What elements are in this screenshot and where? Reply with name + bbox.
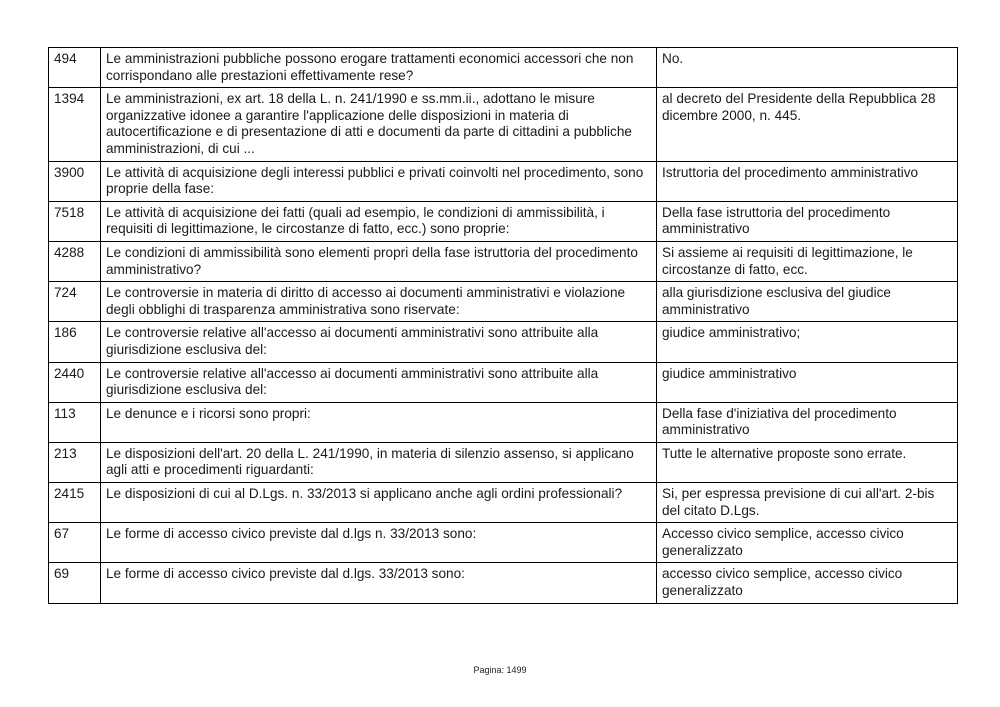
question-id: 3900 [49,161,101,201]
question-text: Le condizioni di ammissibilità sono elementi propri della fase istruttoria del procedimento amministrativo? [101,241,657,281]
table-row [49,241,958,281]
question-text: Le amministrazioni, ex art. 18 della L. n. 241/1990 e ss.mm.ii., adottano le misure organizzative idonee a garantire l'applicazione delle disposizioni in materia di autocertificazione e di presentazione di atti e documenti da parte di cittadini a pubbliche amministrazioni, di cui ... [101,88,657,161]
question-id: 113 [49,402,101,442]
question-text: Le forme di accesso civico previste dal d.lgs n. 33/2013 sono: [101,523,657,563]
table-row [49,48,958,88]
question-text: Le forme di accesso civico previste dal d.lgs. 33/2013 sono: [101,563,657,603]
table-row [49,523,958,563]
answer-text: No. [657,48,958,88]
question-id: 186 [49,322,101,362]
table-row [49,88,958,161]
answer-text: Si, per espressa previsione di cui all'art. 2-bis del citato D.Lgs. [657,483,958,523]
question-id: 213 [49,442,101,482]
answer-text: Accesso civico semplice, accesso civico generalizzato [657,523,958,563]
question-text: Le controversie relative all'accesso ai documenti amministrativi sono attribuite alla giurisdizione esclusiva del: [101,322,657,362]
table-row [49,362,958,402]
table-row [49,201,958,241]
question-text: Le denunce e i ricorsi sono propri: [101,402,657,442]
question-id: 2440 [49,362,101,402]
table-row [49,483,958,523]
question-id: 2415 [49,483,101,523]
table-row [49,442,958,482]
question-text: Le amministrazioni pubbliche possono erogare trattamenti economici accessori che non corrispondano alle prestazioni effettivamente rese? [101,48,657,88]
question-text: Le attività di acquisizione degli interessi pubblici e privati coinvolti nel procedimento, sono proprie della fase: [101,161,657,201]
table-row [49,563,958,603]
question-id: 67 [49,523,101,563]
question-id: 4288 [49,241,101,281]
table-row [49,161,958,201]
table-row [49,282,958,322]
question-text: Le disposizioni di cui al D.Lgs. n. 33/2013 si applicano anche agli ordini professionali? [101,483,657,523]
table-row [49,322,958,362]
question-id: 494 [49,48,101,88]
answer-text: Si assieme ai requisiti di legittimazione, le circostanze di fatto, ecc. [657,241,958,281]
answer-text: Istruttoria del procedimento amministrativo [657,161,958,201]
answer-text: al decreto del Presidente della Repubblica 28 dicembre 2000, n. 445. [657,88,958,161]
table-row [49,402,958,442]
question-id: 1394 [49,88,101,161]
answer-text: Della fase istruttoria del procedimento amministrativo [657,201,958,241]
page-number: Pagina: 1499 [473,665,527,675]
question-id: 7518 [49,201,101,241]
question-text: Le attività di acquisizione dei fatti (quali ad esempio, le condizioni di ammissibilità, i requisiti di legittimazione, le circostanze di fatto, ecc.) sono proprie: [101,201,657,241]
answer-text: Della fase d'iniziativa del procedimento amministrativo [657,402,958,442]
questions-table [48,47,958,604]
answer-text: alla giurisdizione esclusiva del giudice amministrativo [657,282,958,322]
question-text: Le controversie relative all'accesso ai documenti amministrativi sono attribuite alla giurisdizione esclusiva del: [101,362,657,402]
question-id: 724 [49,282,101,322]
answer-text: accesso civico semplice, accesso civico generalizzato [657,563,958,603]
question-id: 69 [49,563,101,603]
question-text: Le disposizioni dell'art. 20 della L. 241/1990, in materia di silenzio assenso, si applicano agli atti e procedimenti riguardanti: [101,442,657,482]
answer-text: Tutte le alternative proposte sono errate. [657,442,958,482]
answer-text: giudice amministrativo; [657,322,958,362]
question-text: Le controversie in materia di diritto di accesso ai documenti amministrativi e violazione degli obblighi di trasparenza amministrativa sono riservate: [101,282,657,322]
answer-text: giudice amministrativo [657,362,958,402]
